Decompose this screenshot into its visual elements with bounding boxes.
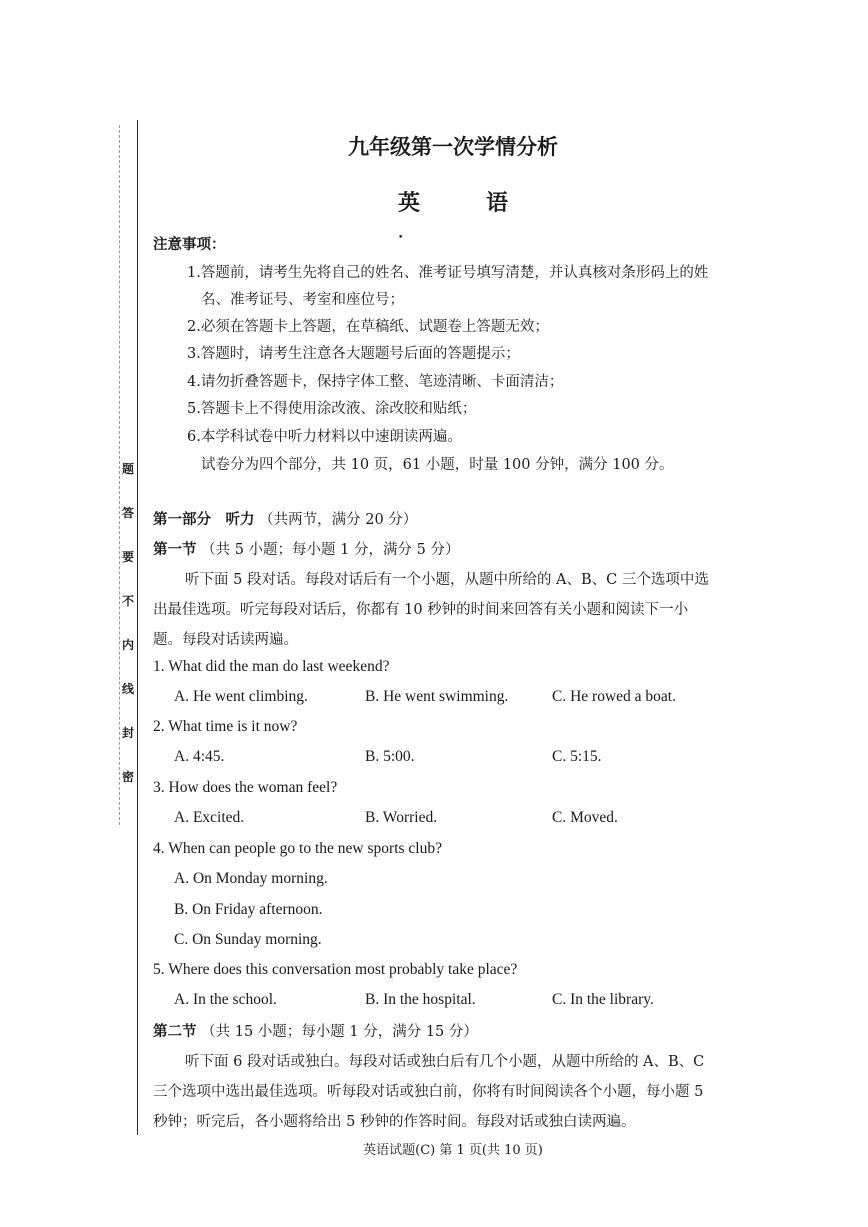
seal-char: 题 xyxy=(121,462,134,476)
question: 4. When can people go to the new sports club? xyxy=(153,840,442,857)
notice-item: 4.请勿折叠答题卡，保持字体工整、笔迹清晰、卡面清洁； xyxy=(187,374,564,390)
subject-title: 英 语 xyxy=(397,191,530,216)
seal-char: 线 xyxy=(121,682,134,696)
seal-char: 答 xyxy=(121,506,134,520)
notice-item: 2.必须在答题卡上答题，在草稿纸、试题卷上答题无效； xyxy=(187,319,549,335)
part1-header xyxy=(153,508,417,529)
seal-char: 不 xyxy=(121,594,134,608)
option-c: C. Moved. xyxy=(552,809,618,826)
binding-margin-line xyxy=(137,120,138,1135)
page-footer: 英语试题(C) 第 1 页(共 10 页) xyxy=(363,1143,543,1158)
exam-title: 九年级第一次学情分析 xyxy=(348,135,558,159)
question: 1. What did the man do last weekend? xyxy=(153,658,390,675)
section2-instruction: 听下面 6 段对话或独白。每段对话或独白后有几个小题，从题中所给的 A、B、C xyxy=(185,1054,705,1070)
notice-item: 6.本学科试卷中听力材料以中速朗读两遍。 xyxy=(187,429,462,445)
option-b: B. 5:00. xyxy=(365,748,415,765)
stray-mark: • xyxy=(398,233,404,243)
section2-instruction: 三个选项中选出最佳选项。听每段对话或独白前，你将有时间阅读各个小题，每小题 5 xyxy=(153,1084,704,1100)
option-b: B. In the hospital. xyxy=(365,991,476,1008)
seal-char: 密 xyxy=(121,770,134,784)
section1-instruction: 听下面 5 段对话。每段对话后有一个小题，从题中所给的 A、B、C 三个选项中选 xyxy=(185,572,709,588)
option-c: C. On Sunday morning. xyxy=(174,931,322,948)
seal-char: 封 xyxy=(121,726,134,740)
section1-instruction: 题。每段对话读两遍。 xyxy=(153,632,298,648)
section1-heading: 第一节 xyxy=(153,542,197,558)
binding-dotted-line xyxy=(119,125,120,825)
section2-heading: 第二节 xyxy=(153,1024,197,1040)
seal-char: 要 xyxy=(121,550,134,564)
option-c: C. He rowed a boat. xyxy=(552,688,676,705)
option-b: B. Worried. xyxy=(365,809,438,826)
notice-item: 1.答题前，请考生先将自己的姓名、准考证号填写清楚，并认真核对条形码上的姓 xyxy=(187,265,709,281)
option-a: A. In the school. xyxy=(174,991,277,1008)
part1-note: （共两节，满分 20 分） xyxy=(259,512,418,528)
notice-summary: 试卷分为四个部分，共 10 页，61 小题，时量 100 分钟，满分 100 分。 xyxy=(201,457,674,473)
section2-header xyxy=(153,1020,478,1041)
option-a: A. On Monday morning. xyxy=(174,870,328,887)
option-c: C. In the library. xyxy=(552,991,654,1008)
section2-instruction: 秒钟；听完后，各小题将给出 5 秒钟的作答时间。每段对话或独白读两遍。 xyxy=(153,1114,636,1130)
section1-instruction: 出最佳选项。听完每段对话后，你都有 10 秒钟的时间来回答有关小题和阅读下一小 xyxy=(153,602,689,618)
option-b: B. On Friday afternoon. xyxy=(174,901,323,918)
notice-item: 名、准考证号、考室和座位号； xyxy=(201,292,404,308)
question: 3. How does the woman feel? xyxy=(153,779,338,796)
option-a: A. Excited. xyxy=(174,809,245,826)
question: 5. Where does this conversation most probably take place? xyxy=(153,961,518,978)
part1-heading: 第一部分 听力 xyxy=(153,512,255,528)
section1-header xyxy=(153,538,459,559)
notice-item: 3.答题时，请考生注意各大题题号后面的答题提示； xyxy=(187,346,520,362)
section1-note: （共 5 小题；每小题 1 分，满分 5 分） xyxy=(201,542,460,558)
question: 2. What time is it now? xyxy=(153,718,298,735)
seal-line-notice xyxy=(121,462,135,814)
option-a: A. 4:45. xyxy=(174,748,225,765)
option-b: B. He went swimming. xyxy=(365,688,509,705)
seal-char: 内 xyxy=(121,638,134,652)
option-c: C. 5:15. xyxy=(552,748,602,765)
notice-item: 5.答题卡上不得使用涂改液、涂改胶和贴纸； xyxy=(187,401,477,417)
option-a: A. He went climbing. xyxy=(174,688,308,705)
notice-heading: 注意事项： xyxy=(153,237,226,253)
section2-note: （共 15 小题；每小题 1 分，满分 15 分） xyxy=(201,1024,478,1040)
